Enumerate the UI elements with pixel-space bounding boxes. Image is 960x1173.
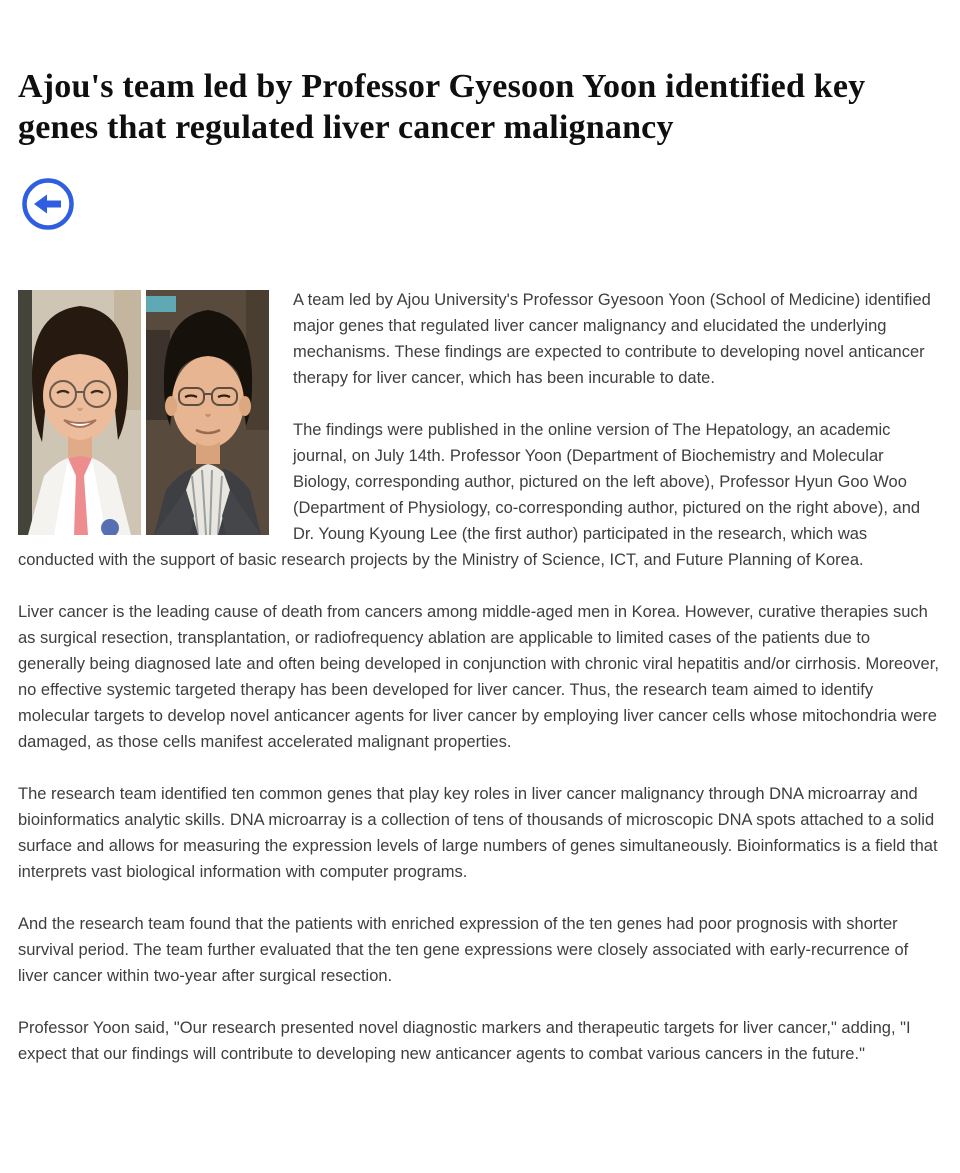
article-paragraph-5: And the research team found that the patients with enriched expression of the ten genes had poor prognosis with shorter survival period. The team further evaluated that the ten gene expressions were closely associated with early-recurrence of liver cancer within two-year after surgical resection. (18, 915, 909, 985)
article-paragraph-2: The findings were published in the online version of The Hepatology, an academic journal, on July 14th. Professor Yoon (Department of Biochemistry and Molecular Biology, corresponding author, pictured on the left above), Professor Hyun Goo Woo (Department of Physiology, co-corresponding author, pictured on the right above), and Dr. Young Kyoung Lee (the first author) participated in the research, which was conducted with the support of basic research projects by the Ministry of Science, ICT, and Future Planning of Korea. (18, 421, 921, 569)
article-body (0, 287, 960, 1067)
portrait-photo-hyun-goo-woo (146, 290, 269, 535)
article-paragraph-3: Liver cancer is the leading cause of death from cancers among middle-aged men in Korea. However, curative therapies such as surgical resection, transplantation, or radiofrequency ablation are applicable to limited cases of the patients due to generally being diagnosed late and often being developed in conjunction with chronic viral hepatitis and/or cirrhosis. Moreover, no effective systemic targeted therapy has been developed for liver cancer. Thus, the research team aimed to identify molecular targets to develop novel anticancer agents for liver cancer by employing liver cancer cells whose mitochondria were damaged, as those cells manifest accelerated malignant properties. (18, 603, 939, 751)
back-arrow-icon (22, 178, 74, 230)
back-button[interactable] (22, 178, 74, 230)
page-title: Ajou's team led by Professor Gyesoon Yoon identified key genes that regulated liver cancer malignancy (18, 68, 866, 146)
article-page (0, 66, 960, 1133)
portrait-photo-gyesoon-yoon (18, 290, 141, 535)
article-paragraph-4: The research team identified ten common genes that play key roles in liver cancer malignancy through DNA microarray and bioinformatics analytic skills. DNA microarray is a collection of tens of thousands of microscopic DNA spots attached to a solid surface and allows for measuring the expression levels of large numbers of genes simultaneously. Bioinformatics is a field that interprets vast biological information with computer programs. (18, 785, 938, 881)
researcher-portraits (18, 290, 269, 535)
article-paragraph-6: Professor Yoon said, "Our research presented novel diagnostic markers and therapeutic targets for liver cancer," adding, "I expect that our findings will contribute to developing new anticancer agents to combat various cancers in the future." (18, 1019, 911, 1063)
article-paragraph-1: A team led by Ajou University's Professor Gyesoon Yoon (School of Medicine) identified major genes that regulated liver cancer malignancy and elucidated the underlying mechanisms. These findings are expected to contribute to developing novel anticancer therapy for liver cancer, which has been incurable to date. (293, 291, 931, 387)
